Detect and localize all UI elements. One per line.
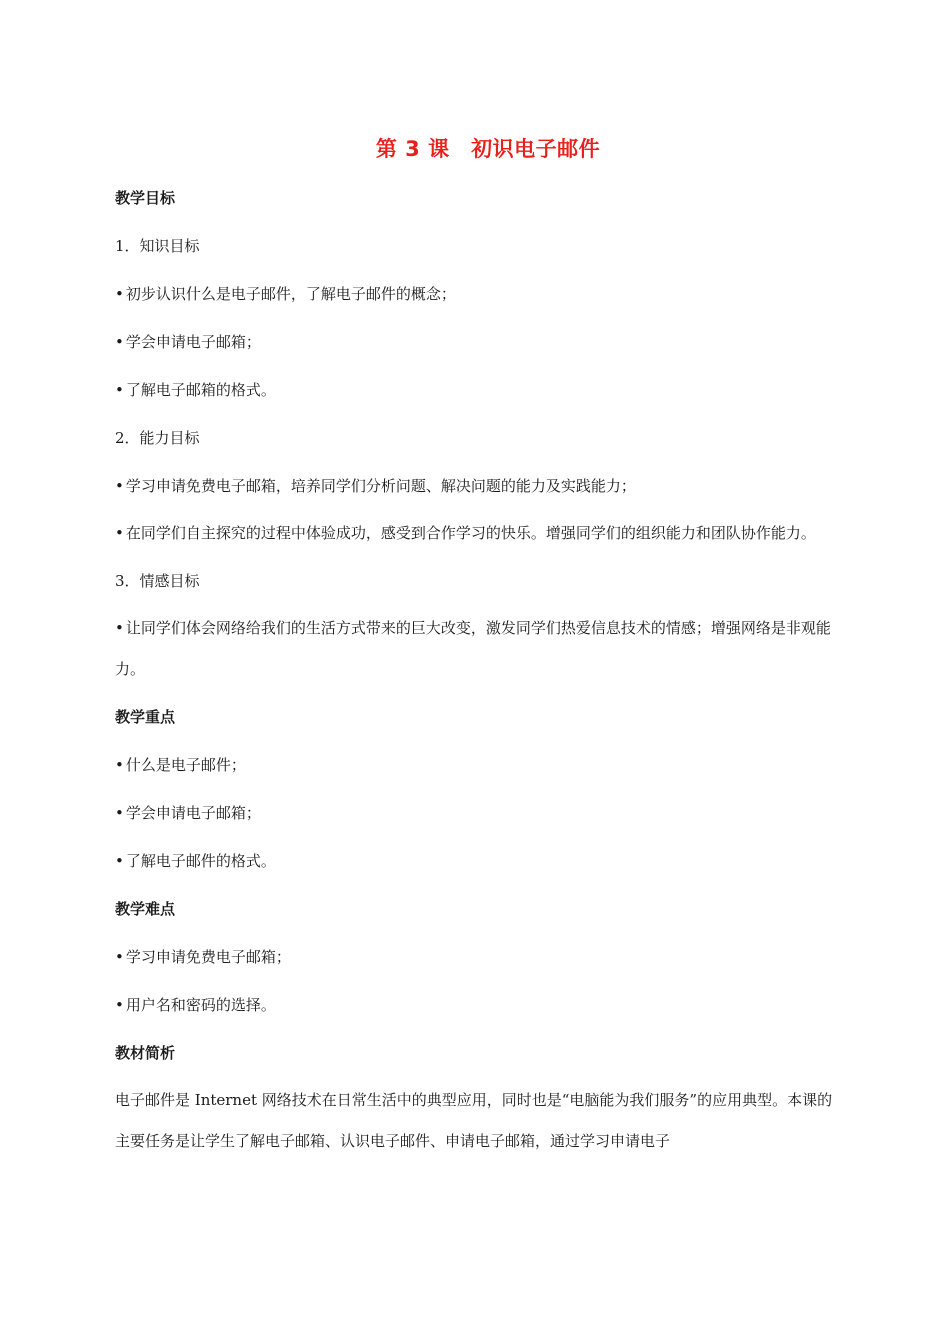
list-item: • 学习申请免费电子邮箱，培养同学们分析问题、解决问题的能力及实践能力；: [115, 471, 837, 501]
material-paragraph: 电子邮件是 Internet 网络技术在日常生活中的典型应用，同时也是“电脑能为我们服务”的应用典型。本课的主要任务是让学生了解电子邮箱、认识电子邮件、申请电子邮箱，通过学习申请电子: [115, 1091, 833, 1150]
list-item: • 学会申请电子邮箱；: [115, 327, 837, 357]
subsection-label-knowledge: 1．知识目标: [115, 237, 200, 255]
subsection-label-emotion: 3．情感目标: [115, 572, 200, 590]
list-item: • 在同学们自主探究的过程中体验成功，感受到合作学习的快乐。增强同学们的组织能力和团队协作能力。: [115, 513, 837, 554]
list-item: • 让同学们体会网络给我们的生活方式带来的巨大改变，激发同学们热爱信息技术的情感；增强网络是非观能力。: [115, 608, 837, 690]
section-heading-material: 教材简析: [115, 1044, 176, 1062]
section-heading-key-points: 教学重点: [115, 708, 176, 726]
list-item: • 了解电子邮箱的格式。: [115, 375, 837, 405]
list-item: • 了解电子邮件的格式。: [115, 846, 837, 876]
lesson-title: 第 3 课 初识电子邮件: [375, 137, 601, 161]
list-item: • 用户名和密码的选择。: [115, 990, 837, 1020]
subsection-label-ability: 2．能力目标: [115, 429, 200, 447]
list-item: • 学会申请电子邮箱；: [115, 798, 837, 828]
list-item: • 什么是电子邮件；: [115, 750, 837, 780]
section-heading-goals: 教学目标: [115, 189, 176, 207]
list-item: • 初步认识什么是电子邮件，了解电子邮件的概念；: [115, 279, 837, 309]
lesson-content: [115, 183, 837, 1174]
list-item: • 学习申请免费电子邮箱；: [115, 942, 837, 972]
section-heading-difficulties: 教学难点: [115, 900, 176, 918]
